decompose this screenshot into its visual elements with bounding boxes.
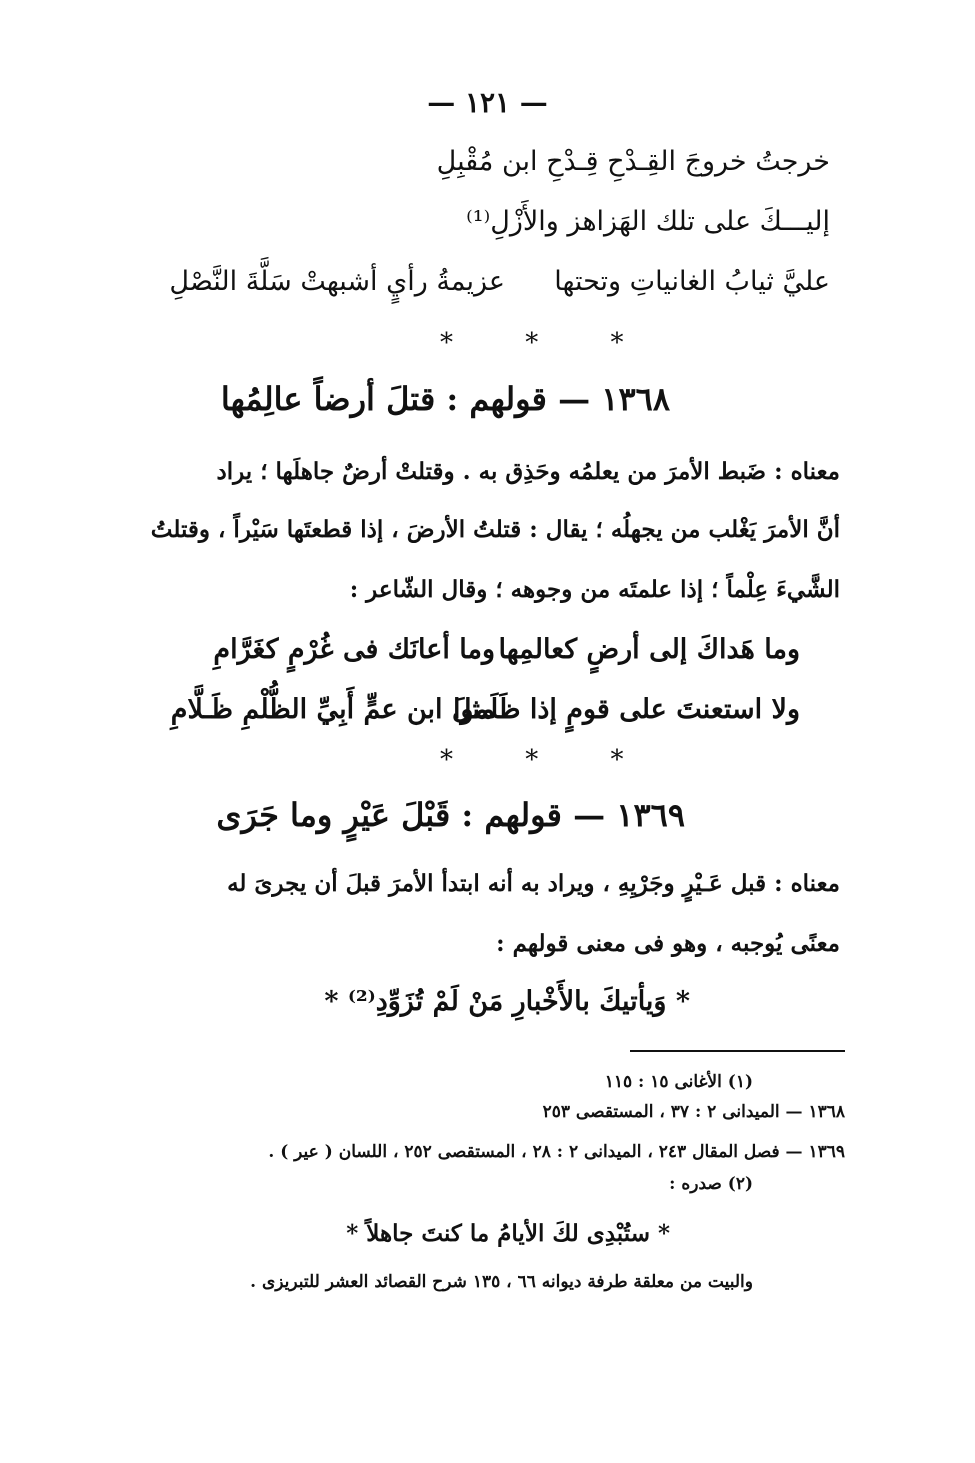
poem1-line2: إليـــكَ على تلك الهَزاهز والأَزْلِ⁽¹⁾ <box>466 206 830 237</box>
footnote-2-source: والبيت من معلقة طرفة ديوانه ٦٦ ، ١٣٥ شرح القصائد العشر للتبريزى . <box>250 1272 753 1292</box>
footnote-rule <box>630 1050 845 1052</box>
poem1-line1: خرجتُ خروجَ القِـدْحِ قِـدْحِ ابن مُقْبِلِ <box>436 146 830 177</box>
footnote-2: (٢) صدره : <box>669 1174 753 1194</box>
page-number: — ١٢١ — <box>427 86 548 119</box>
footnote-ref-1368: ١٣٦٨ — الميدانى ٢ : ٣٧ ، المستقصى ٢٥٣ <box>542 1102 845 1122</box>
entry-1369-paragraph-line2: معنًى يُوجبه ، وهو فى معنى قولهم : <box>496 930 840 957</box>
entry-1368-paragraph-line3: الشَّيءَ عِلْماً ؛ إذا علمتَه من وجوهه ؛ وقال الشّاعر : <box>349 576 840 603</box>
entry-1369-heading: ١٣٦٩ — قولهم : قَبْلَ عَيْرٍ وما جَرَى <box>216 796 685 834</box>
entry-1368-heading: ١٣٦٨ — قولهم : قتلَ أرضاً عالِمُها <box>220 380 670 418</box>
entry-1369-paragraph-line1: معناه : قبل عَـيْرٍ وجَرْيِهِ ، ويراد به أنه ابتدأ الأمرَ قبلَ أن يجرىَ له <box>227 870 840 897</box>
entry-1368-verse1-first-hemistich: وما هَداكَ إلى أرضٍ كعالمِها <box>498 634 800 665</box>
entry-1369-quoted-verse: * وَيأتيكَ بالأَخْبارِ مَنْ لَمْ تُزَوِّدِ⁽²⁾ * <box>324 986 690 1017</box>
section-separator: * * * <box>440 328 656 358</box>
entry-1368-verse2-second-hemistich: مثلَ ابن عمٍّ أَبِيِّ الظُّلْمِ ظَـلَّامِ <box>170 694 495 725</box>
entry-1368-paragraph-line2: أنَّ الأمرَ يَغْلب من يجهلُه ؛ يقال : قتلتُ الأرضَ ، إذا قطعتَها سَيْراً ، وقتلتُ <box>150 516 840 543</box>
entry-1368-paragraph-line1: معناه : ضَبط الأمرَ من يعلمُه وحَذِق به . وقتلتْ أرضٌ جاهلَها ؛ يراد <box>216 458 840 485</box>
poem1-line3-first-hemistich: عليَّ ثيابُ الغانياتِ وتحتها <box>554 266 830 297</box>
entry-1368-verse2-first-hemistich: ولا استعنتَ على قومٍ إذا ظَلَموا <box>452 694 800 725</box>
entry-1368-verse1-second-hemistich: وما أعانَك فى غُرْمٍ كغَرَّامِ <box>213 634 495 665</box>
footnote-1: (١) الأغانى ١٥ : ١١٥ <box>604 1072 753 1092</box>
footnote-2-verse: * ستُبْدِى لكَ الأيامُ ما كنتَ جاهلاً * <box>346 1220 670 1247</box>
section-separator: * * * <box>440 745 656 775</box>
footnote-ref-1369: ١٣٦٩ — فصل المقال ٢٤٣ ، الميدانى ٢ : ٢٨ ، المستقصى ٢٥٢ ، اللسان ( عير ) . <box>268 1142 845 1162</box>
poem1-line3-second-hemistich: عزيمةُ رأيٍ أشبهتْ سَلَّةَ النَّصْلِ <box>169 266 505 297</box>
